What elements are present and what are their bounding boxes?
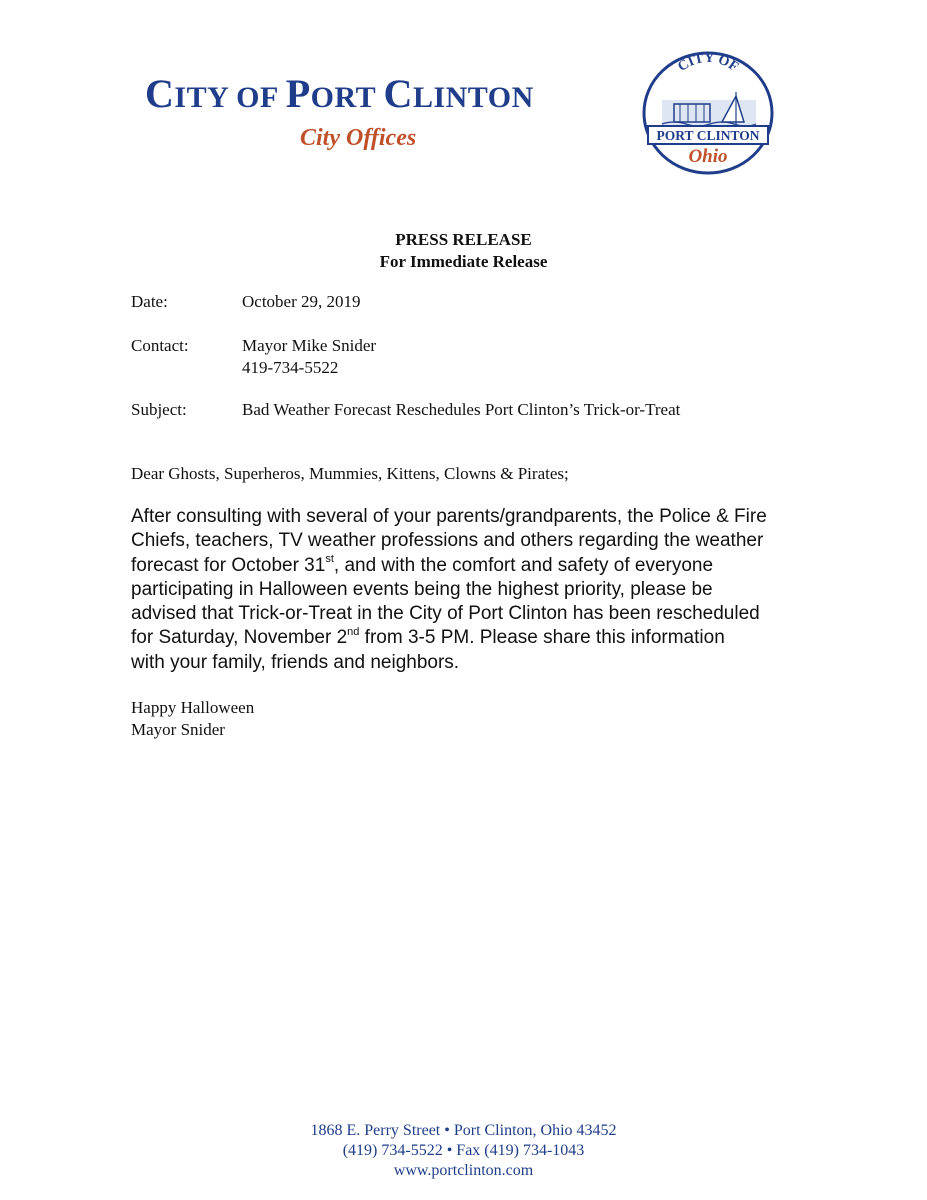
contact-label: Contact: (131, 336, 189, 355)
city-name-title: CITY OF PORT CLINTON (145, 71, 534, 116)
contact-name: Mayor Mike Snider (242, 336, 377, 355)
seal-top-text: CITY OF (675, 50, 741, 75)
seal-bottom-text: Ohio (688, 146, 728, 167)
contact-phone: 419-734-5522 (242, 358, 339, 377)
body-line: Chiefs, teachers, TV weather professions and others regarding the weather (131, 530, 764, 552)
closing-line: Happy Halloween (131, 698, 255, 717)
footer-website: www.portclinton.com (393, 1162, 534, 1179)
subject-value: Bad Weather Forecast Reschedules Port Clinton’s Trick-or-Treat (242, 400, 681, 419)
salutation: Dear Ghosts, Superheros, Mummies, Kittens, Clowns & Pirates; (131, 464, 569, 483)
body-line: with your family, friends and neighbors. (131, 651, 460, 673)
press-release-heading: PRESS RELEASE (395, 230, 532, 249)
body-line: for Saturday, November 2nd from 3-5 PM. Please share this information (131, 626, 725, 649)
body-line: After consulting with several of your parents/grandparents, the Police & Fire (131, 506, 767, 527)
city-seal-logo (640, 50, 776, 176)
body-paragraph (131, 505, 831, 675)
body-line: participating in Halloween events being the highest priority, please be (131, 578, 713, 600)
footer-phones: (419) 734-5522 • Fax (419) 734-1043 (342, 1142, 585, 1159)
immediate-release-subheading: For Immediate Release (379, 252, 548, 271)
date-label: Date: (131, 292, 168, 311)
subject-label: Subject: (131, 400, 187, 419)
seal-banner-text: PORT CLINTON (656, 128, 760, 143)
signature-line: Mayor Snider (131, 720, 225, 739)
body-line: forecast for October 31st, and with the comfort and safety of everyone (131, 553, 714, 576)
footer-address: 1868 E. Perry Street • Port Clinton, Ohio 43452 (310, 1122, 617, 1139)
date-value: October 29, 2019 (242, 292, 361, 311)
body-line: advised that Trick-or-Treat in the City of Port Clinton has been rescheduled (131, 603, 760, 625)
city-offices-subtitle: City Offices (300, 125, 417, 151)
